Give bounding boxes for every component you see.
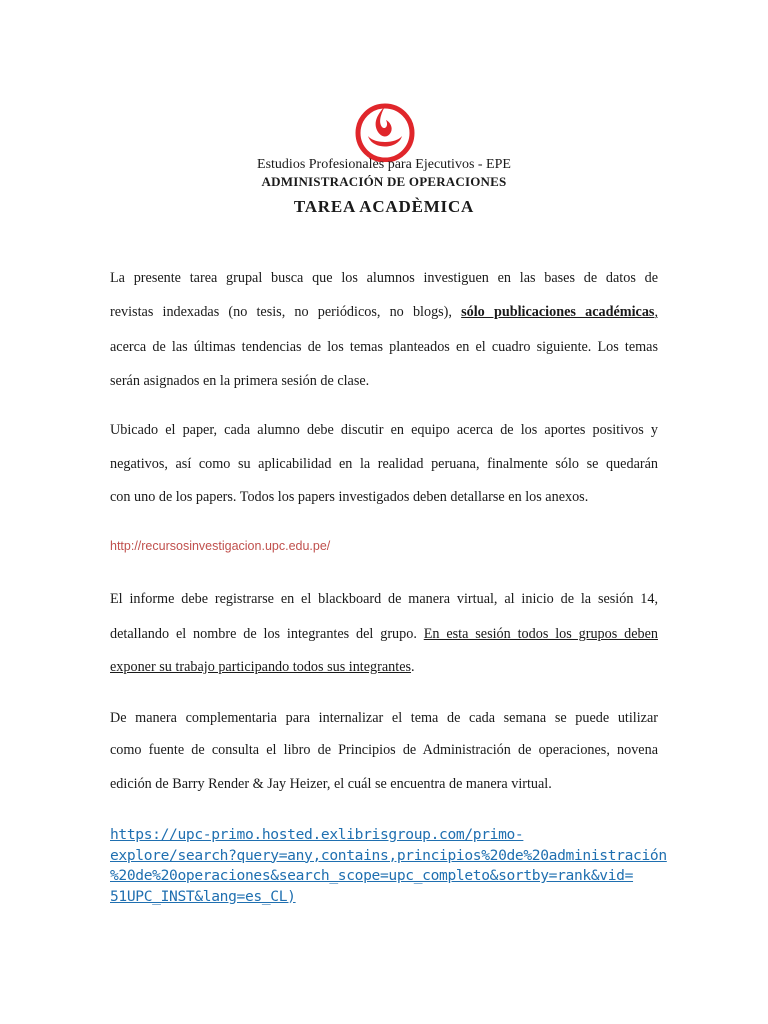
- document-title: TAREA ACADÈMICA: [293, 197, 475, 216]
- emphasis-presentation-1: En esta sesión todos los grupos deben: [423, 626, 658, 642]
- paragraph-2-line-2: negativos, así como su aplicabilidad en la realidad peruana, finalmente sólo se quedarán: [110, 456, 658, 472]
- paragraph-3-line-1: El informe debe registrarse en el blackboard de manera virtual, al inicio de la sesión 14,: [110, 591, 658, 607]
- library-link-line-4: 51UPC_INST&lang=es_CL): [110, 887, 296, 905]
- library-link-line-1: https://upc-primo.hosted.exlibrisgroup.com/primo-: [110, 826, 524, 843]
- library-catalog-link[interactable]: [110, 825, 670, 907]
- header-course: ADMINISTRACIÓN DE OPERACIONES: [261, 174, 507, 189]
- emphasis-academic-publications: sólo publicaciones académicas: [461, 304, 655, 320]
- paragraph-4-line-3: edición de Barry Render & Jay Heizer, el cuál se encuentra de manera virtual.: [110, 776, 552, 792]
- paragraph-1-line-2-text: revistas indexadas (no tesis, no periódicos, no blogs),: [110, 304, 462, 320]
- paragraph-1-line-2: [110, 303, 658, 321]
- paragraph-1-line-1: La presente tarea grupal busca que los alumnos investiguen en las bases de datos de: [110, 270, 658, 286]
- library-link-line-2: explore/search?query=any,contains,principios%20de%20administración: [110, 846, 667, 864]
- paragraph-3-line-3: [110, 658, 415, 676]
- upc-logo-icon: [354, 100, 416, 162]
- paragraph-1-comma: ,: [654, 304, 658, 320]
- emphasis-presentation-2: exponer su trabajo participando todos sus integrantes: [110, 659, 412, 675]
- resources-link[interactable]: http://recursosinvestigacion.upc.edu.pe/: [110, 539, 331, 553]
- paragraph-1-line-4: serán asignados en la primera sesión de clase.: [110, 373, 370, 389]
- header-program: Estudios Profesionales para Ejecutivos - EPE: [257, 157, 511, 172]
- paragraph-2-line-1: Ubicado el paper, cada alumno debe discutir en equipo acerca de los aportes positivos y: [110, 422, 658, 438]
- paragraph-2-line-3: con uno de los papers. Todos los papers investigados deben detallarse en los anexos.: [110, 489, 589, 505]
- paragraph-1-line-3: acerca de las últimas tendencias de los temas planteados en el cuadro siguiente. Los temas: [110, 339, 658, 355]
- paragraph-4-line-2: como fuente de consulta el libro de Principios de Administración de operaciones, novena: [110, 742, 658, 758]
- paragraph-3-line-2-text: detallando el nombre de los integrantes del grupo.: [110, 626, 424, 642]
- paragraph-3-line-2: [110, 625, 658, 643]
- paragraph-4-line-1: De manera complementaria para internalizar el tema de cada semana se puede utilizar: [110, 710, 658, 726]
- paragraph-3-period: .: [411, 659, 415, 675]
- library-link-line-3: %20de%20operaciones&search_scope=upc_completo&sortby=rank&vid=: [110, 867, 634, 884]
